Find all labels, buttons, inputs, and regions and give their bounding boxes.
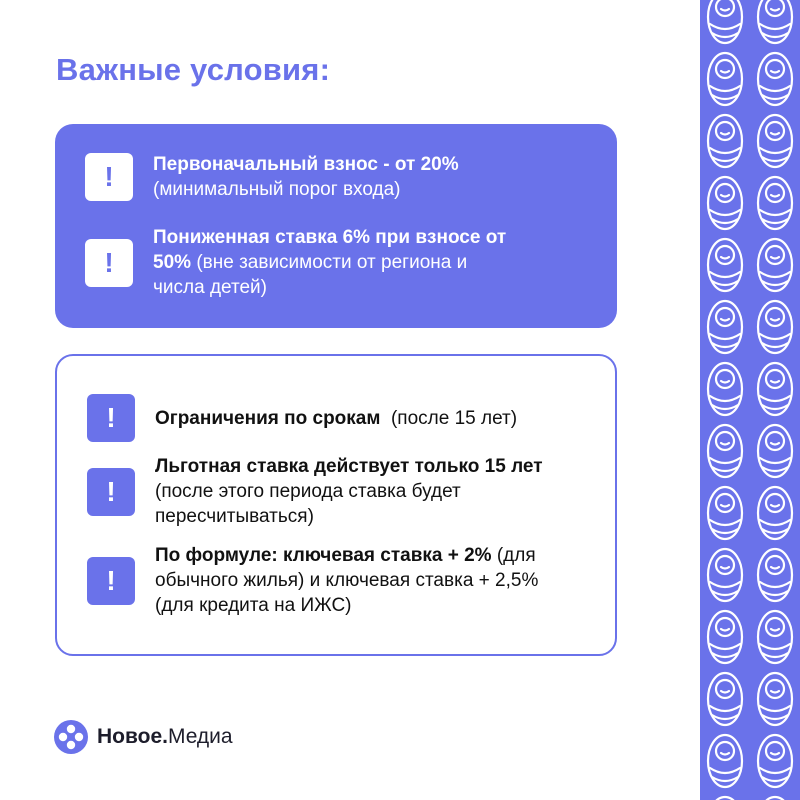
exclamation-icon: ! — [87, 394, 135, 442]
item-rest-text: (после этого периода ставка будет пересчитываться) — [155, 481, 461, 527]
conditions-card-primary — [55, 124, 617, 328]
item-rest-text: (после 15 лет) — [390, 407, 518, 429]
people-logo-icon — [54, 720, 88, 754]
list-item — [85, 225, 601, 300]
page-title: Важные условия: — [56, 52, 331, 87]
exclamation-icon: ! — [87, 557, 135, 605]
exclamation-icon: ! — [87, 468, 135, 516]
item-text — [155, 543, 555, 618]
item-rest-text: (вне зависимости от региона и числа детей) — [153, 252, 468, 298]
list-item — [87, 394, 599, 442]
logo-regular-text: Медиа — [167, 725, 233, 748]
logo-text — [97, 725, 233, 749]
logo-bold-text: Новое. — [97, 725, 168, 748]
item-bold-text: Ограничения по срокам — [155, 407, 381, 429]
list-item — [87, 454, 599, 529]
item-bold-text: Первоначальный взнос - от 20% — [153, 154, 459, 175]
conditions-card-secondary — [55, 354, 617, 656]
item-text — [155, 454, 545, 529]
item-rest-text: (минимальный порог входа) — [153, 179, 401, 200]
brand-logo — [54, 720, 233, 754]
baby-pattern-decoration — [700, 0, 800, 800]
item-text — [153, 225, 523, 300]
item-bold-text: Льготная ставка действует только 15 лет — [155, 456, 543, 477]
item-bold-text: Пониженная ставка 6% при взносе от 50% — [153, 227, 507, 273]
exclamation-icon: ! — [85, 239, 133, 287]
item-rest-text: (для обычного жилья) и ключевая ставка + 2,5% (для кредита на ИЖС) — [155, 545, 539, 616]
item-text — [153, 152, 459, 202]
item-bold-text: По формуле: ключевая ставка + 2% — [155, 545, 492, 566]
exclamation-icon: ! — [85, 153, 133, 201]
list-item — [87, 543, 599, 618]
item-text — [155, 406, 517, 431]
list-item — [85, 152, 601, 202]
